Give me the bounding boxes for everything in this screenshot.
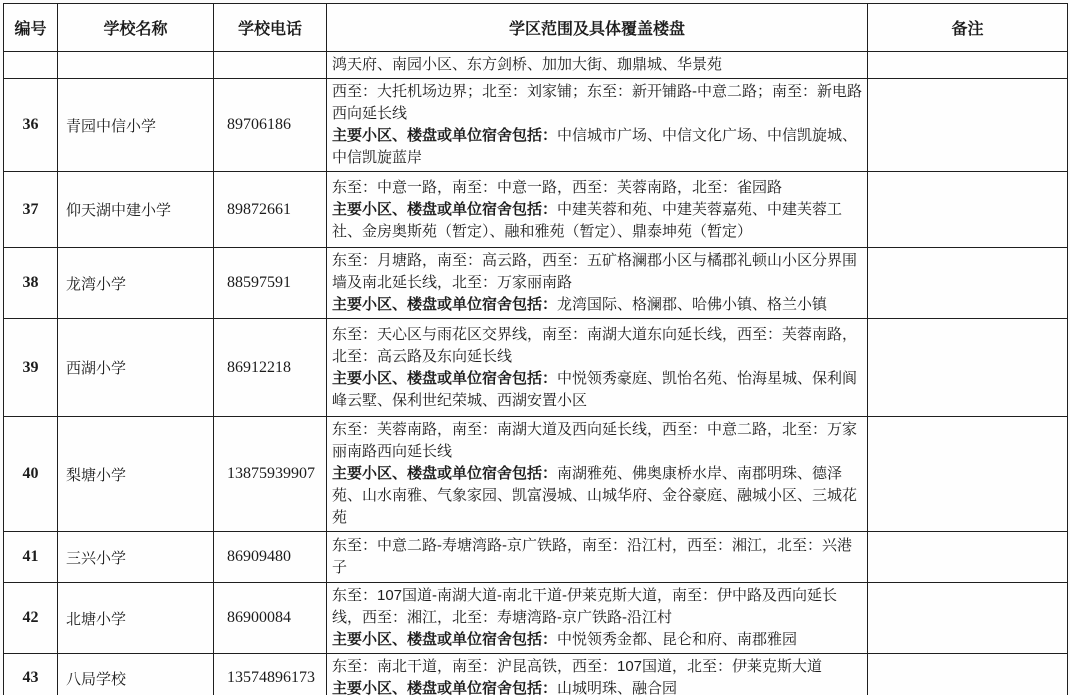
school-district-table (3, 3, 1068, 695)
table-row (4, 417, 1068, 532)
cell-id: 40 (4, 417, 58, 532)
header-col-district: 学区范围及具体覆盖楼盘 (327, 4, 868, 52)
district-boundary-text: 东至：中意一路，南至：中意一路，西至：芙蓉南路，北至：雀园路 (332, 178, 783, 196)
table-row (4, 79, 1068, 172)
cell-phone: 88597591 (214, 248, 327, 319)
district-covered-text: 主要小区、楼盘或单位宿舍包括：中悦领秀金都、昆仑和府、南郡雅园 (332, 631, 798, 648)
cell-remark (868, 248, 1068, 319)
cell-remark (868, 172, 1068, 248)
district-boundary-text: 东至：南北干道，南至：沪昆高铁，西至：107国道，北至：伊莱克斯大道 (332, 658, 823, 675)
cell-phone: 86900084 (214, 583, 327, 654)
cell-id (4, 52, 58, 79)
district-boundary-text: 东至：107国道-南湖大道-南北干道-伊莱克斯大道，南至：伊中路及西向延长线，西至：湘江，北至：寿塘湾路-京广铁路-沿江村 (332, 587, 838, 626)
header-col-school-name: 学校名称 (58, 4, 214, 52)
cell-phone: 89706186 (214, 79, 327, 172)
district-covered-text: 主要小区、楼盘或单位宿舍包括：中建芙蓉和苑、中建芙蓉嘉苑、中建芙蓉工社、金房奥斯苑（暂定）、融和雅苑（暂定）、鼎泰坤苑（暂定） (332, 200, 843, 240)
cell-remark (868, 654, 1068, 695)
header-col-id: 编号 (4, 4, 58, 52)
cell-district (327, 319, 868, 417)
district-covered-text: 主要小区、楼盘或单位宿舍包括：中信城市广场、中信文化广场、中信凯旋城、中信凯旋蓝岸 (332, 127, 858, 166)
cell-district (327, 79, 868, 172)
district-boundary-text: 东至：月塘路，南至：高云路，西至：五矿格澜郡小区与橘郡礼顿山小区分界围墙及南北延长线，北至：万家丽南路 (332, 252, 858, 291)
district-covered-text: 主要小区、楼盘或单位宿舍包括：山城明珠、融合园 (332, 680, 678, 695)
cell-id: 42 (4, 583, 58, 654)
cell-district (327, 417, 868, 532)
table-row (4, 248, 1068, 319)
cell-school-name: 青园中信小学 (58, 79, 214, 172)
table-row (4, 319, 1068, 417)
district-boundary-text: 西至：大托机场边界；北至：刘家铺；东至：新开铺路-中意二路；南至：新电路西向延长线 (332, 83, 862, 122)
cell-id: 39 (4, 319, 58, 417)
cell-school-name: 三兴小学 (58, 532, 214, 583)
district-boundary-text: 东至：中意二路-寿塘湾路-京广铁路，南至：沿江村，西至：湘江，北至：兴港子 (332, 537, 852, 576)
cell-district (327, 654, 868, 695)
table-row (4, 172, 1068, 248)
table-row (4, 583, 1068, 654)
cell-school-name: 西湖小学 (58, 319, 214, 417)
cell-school-name: 八局学校 (58, 654, 214, 695)
header-col-phone: 学校电话 (214, 4, 327, 52)
cell-id: 43 (4, 654, 58, 695)
table-row (4, 52, 1068, 79)
cell-phone (214, 52, 327, 79)
cell-school-name: 龙湾小学 (58, 248, 214, 319)
cell-remark (868, 417, 1068, 532)
district-boundary-text: 东至：天心区与雨花区交界线，南至：南湖大道东向延长线，西至：芙蓉南路，北至：高云路及东向延长线 (332, 325, 858, 365)
district-covered-text: 主要小区、楼盘或单位宿舍包括：南湖雅苑、佛奥康桥水岸、南郡明珠、德泽苑、山水南雅、气象家园、凯富漫城、山城华府、金谷豪庭、融城小区、三城花苑 (332, 465, 858, 526)
cell-district (327, 52, 868, 79)
district-boundary-text: 鸿天府、南园小区、东方剑桥、加加大街、珈鼎城、华景苑 (332, 56, 723, 73)
cell-phone: 89872661 (214, 172, 327, 248)
cell-remark (868, 52, 1068, 79)
cell-phone: 13574896173 (214, 654, 327, 695)
table-row (4, 532, 1068, 583)
cell-district (327, 248, 868, 319)
cell-district (327, 172, 868, 248)
cell-phone: 86909480 (214, 532, 327, 583)
cell-id: 38 (4, 248, 58, 319)
district-covered-text: 主要小区、楼盘或单位宿舍包括：中悦领秀豪庭、凯怡名苑、怡海星城、保利阆峰云墅、保利世纪荣城、西湖安置小区 (332, 369, 858, 409)
cell-phone: 13875939907 (214, 417, 327, 532)
cell-school-name: 梨塘小学 (58, 417, 214, 532)
cell-remark (868, 583, 1068, 654)
table-row (4, 654, 1068, 695)
cell-id: 36 (4, 79, 58, 172)
district-covered-text: 主要小区、楼盘或单位宿舍包括：龙湾国际、格澜郡、哈佛小镇、格兰小镇 (332, 296, 828, 313)
table-header-row (4, 4, 1068, 52)
cell-school-name (58, 52, 214, 79)
cell-remark (868, 319, 1068, 417)
cell-id: 41 (4, 532, 58, 583)
district-boundary-text: 东至：芙蓉南路，南至：南湖大道及西向延长线，西至：中意二路，北至：万家丽南路西向延长线 (332, 421, 858, 460)
cell-id: 37 (4, 172, 58, 248)
cell-school-name: 北塘小学 (58, 583, 214, 654)
header-col-remark: 备注 (868, 4, 1068, 52)
cell-remark (868, 532, 1068, 583)
cell-phone: 86912218 (214, 319, 327, 417)
cell-district (327, 532, 868, 583)
cell-district (327, 583, 868, 654)
cell-remark (868, 79, 1068, 172)
cell-school-name: 仰天湖中建小学 (58, 172, 214, 248)
